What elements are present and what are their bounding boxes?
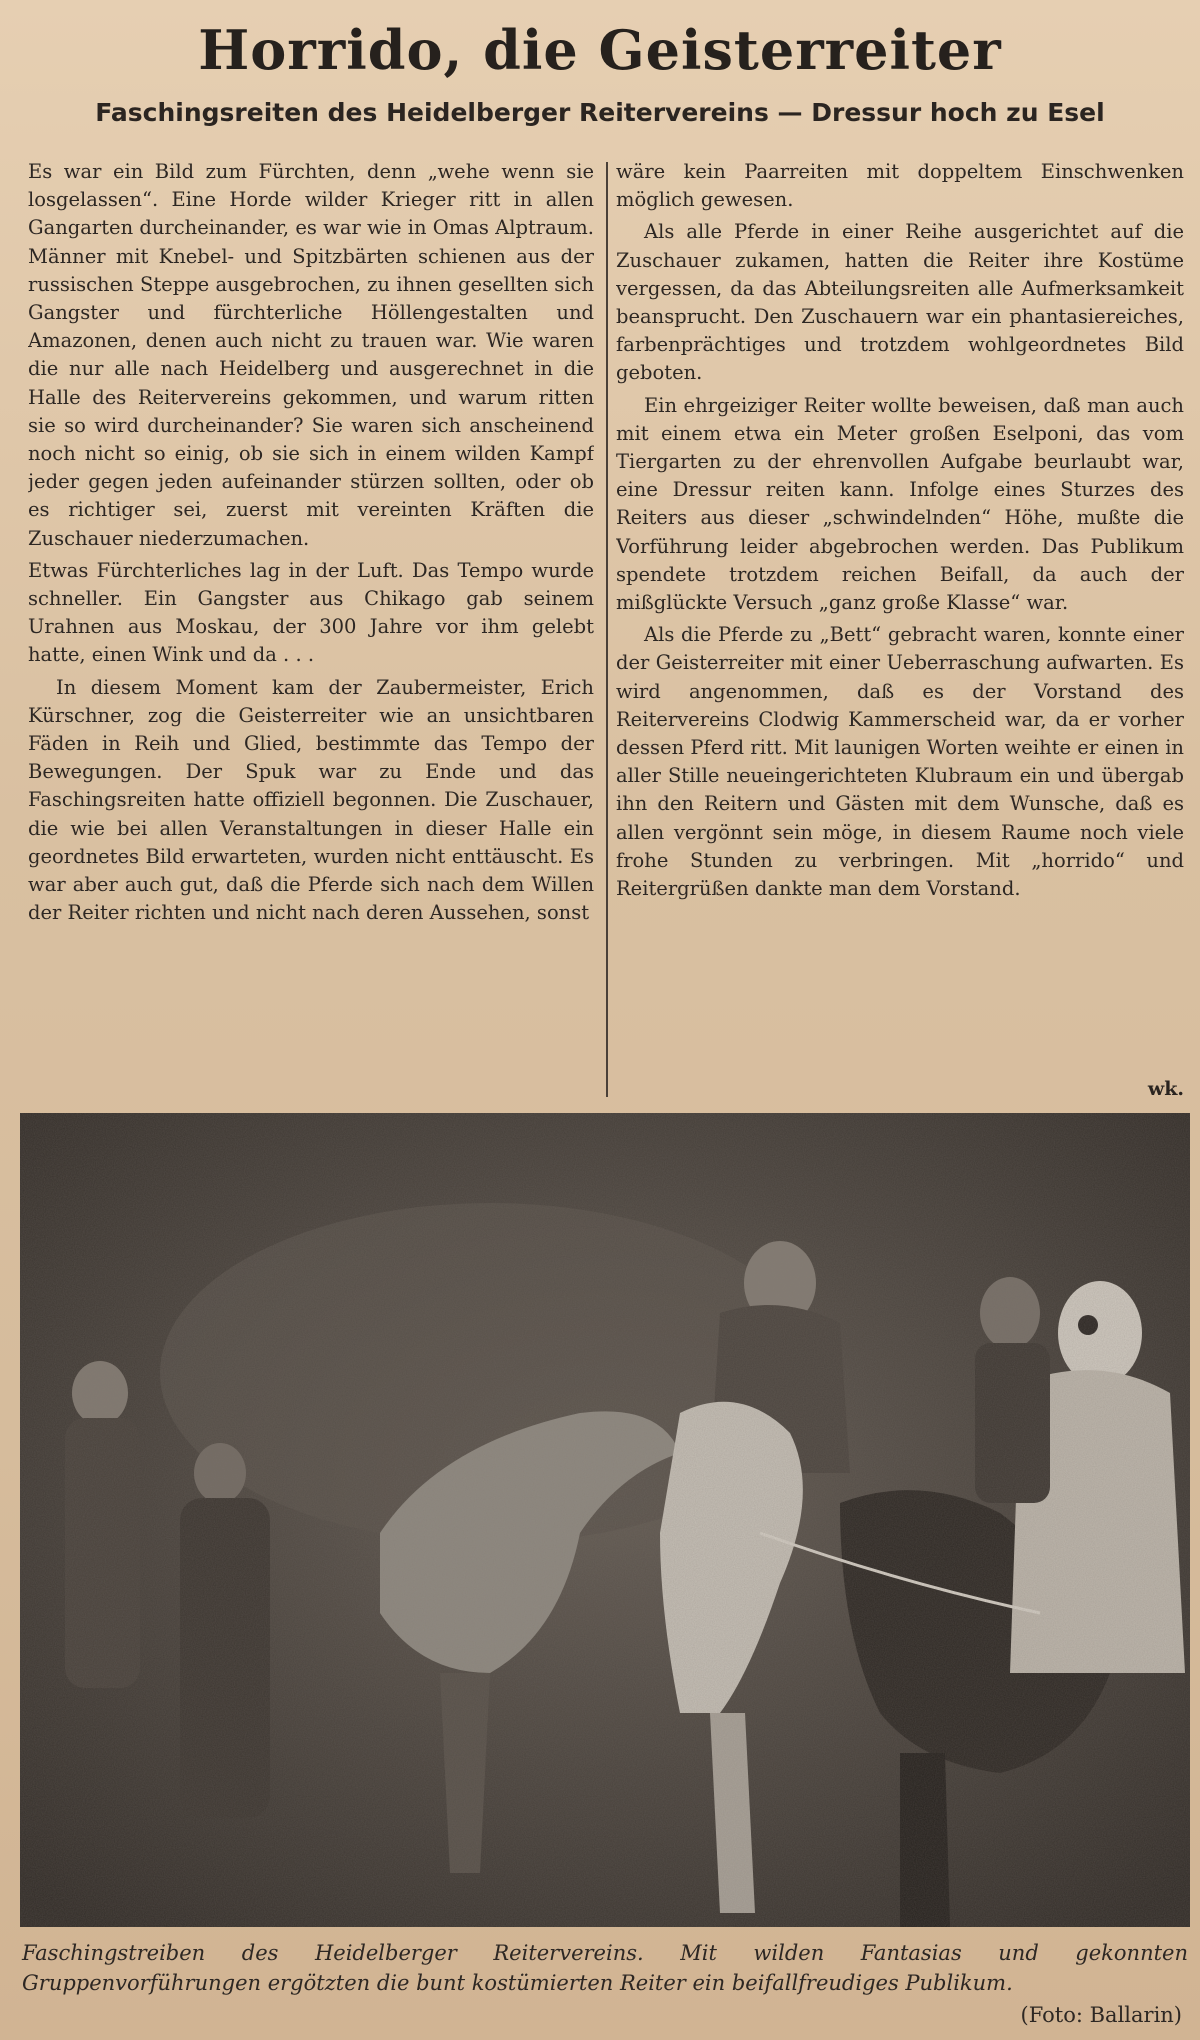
photo-riders-in-costume — [20, 1113, 1190, 1927]
paragraph: wäre kein Paarreiten mit doppeltem Einschwenken möglich gewesen. — [616, 160, 1184, 212]
paragraph: Als die Pferde zu „Bett“ gebracht waren, konnte einer der Geisterreiter mit einer Ueberraschung aufwarten. Es wird angenommen, daß es der Vorstand des Reitervereins Clodwig Kammerscheid war, da er vorher dessen Pferd ritt. Mit launigen Worten weihte er einen in aller Stille neueingerichteten Klubraum ein und übergab ihn den Reitern und Gästen mit dem Wunsche, daß es allen vergönnt sein möge, in diesem Raume noch viele frohe Stunden zu verbringen. Mit „horrido“ und Reitergrüßen dankte man dem Vorstand. — [616, 623, 1184, 901]
paragraph: Es war ein Bild zum Fürchten, denn „wehe wenn sie losgelassen“. Eine Horde wilder Krieger ritt in allen Gangarten durcheinander, es war wie in Omas Alptraum. Männer mit Knebel- und Spitzbärten schienen aus der russischen Steppe ausgebrochen, zu ihnen gesellten sich Gangster und fürchterliche Höllengestalten und Amazonen, denen auch nicht zu trauen war. Wie waren die nur alle nach Heidelberg und ausgerechnet in die Halle des Reitervereins gekommen, und warum ritten sie so wird durcheinander? Sie waren sich anscheinend noch nicht so einig, ob sie sich in einem wilden Kampf jeder gegen jeden aufeinander stürzen sollten, oder ob es richtiger sei, zuerst mit vereinten Kräften die Zuschauer niederzumachen. — [28, 160, 594, 550]
paragraph: Ein ehrgeiziger Reiter wollte beweisen, daß man auch mit einem etwa ein Meter großen Eselponi, das vom Tiergarten zu der ehrenvollen Aufgabe beurlaubt war, eine Dressur reiten kann. Infolge eines Sturzes des Reiters aus dieser „schwindelnden“ Höhe, mußte die Vorführung leider abgebrochen werden. Das Publikum spendete trotzdem reichen Beifall, da auch der mißglückte Versuch „ganz große Klasse“ war. — [616, 393, 1184, 615]
subheadline: Faschingsreiten des Heidelberger Reitervereins — Dressur hoch zu Esel — [95, 98, 1105, 127]
paragraph: Als alle Pferde in einer Reihe ausgerichtet auf die Zuschauer zukamen, hatten die Reiter ihre Kostüme vergessen, da das Abteilungsreiten alle Aufmerksamkeit beansprucht. Den Zuschauern war ein phantasiereiches, farbenprächtiges und trotzdem wohlgeordnetes Bild geboten. — [616, 220, 1184, 385]
photo-credit: (Foto: Ballarin) — [1020, 2003, 1182, 2027]
column-divider — [606, 162, 608, 1097]
paragraph: In diesem Moment kam der Zaubermeister, Erich Kürschner, zog die Geisterreiter wie an unsichtbaren Fäden in Reih und Glied, bestimmte das Tempo der Bewegungen. Der Spuk war zu Ende und das Faschingsreiten hatte offiziell begonnen. Die Zuschauer, die wie bei allen Veranstaltungen in dieser Halle ein geordnetes Bild erwarteten, wurden nicht enttäuscht. Es war aber auch gut, daß die Pferde sich nach dem Willen der Reiter richten und nicht nach deren Aussehen, sonst — [28, 675, 594, 925]
author-signature: wk. — [1147, 1078, 1184, 1100]
article-body — [28, 158, 1184, 1108]
paragraph: Etwas Fürchterliches lag in der Luft. Das Tempo wurde schneller. Ein Gangster aus Chikago gab seinem Urahnen aus Moskau, der 300 Jahre vor ihm gelebt hatte, einen Wink und da . . . — [28, 558, 594, 667]
left-column — [28, 158, 594, 931]
right-column — [616, 158, 1184, 907]
news-photo — [20, 1113, 1190, 1927]
photo-caption: Faschingstreiben des Heidelberger Reitervereins. Mit wilden Fantasias und gekonnten Gruppenvorführungen ergötzten die bunt kostümierten Reiter ein beifallfreudiges Publikum. — [22, 1941, 1188, 1995]
headline: Horrido, die Geisterreiter — [198, 18, 1002, 82]
